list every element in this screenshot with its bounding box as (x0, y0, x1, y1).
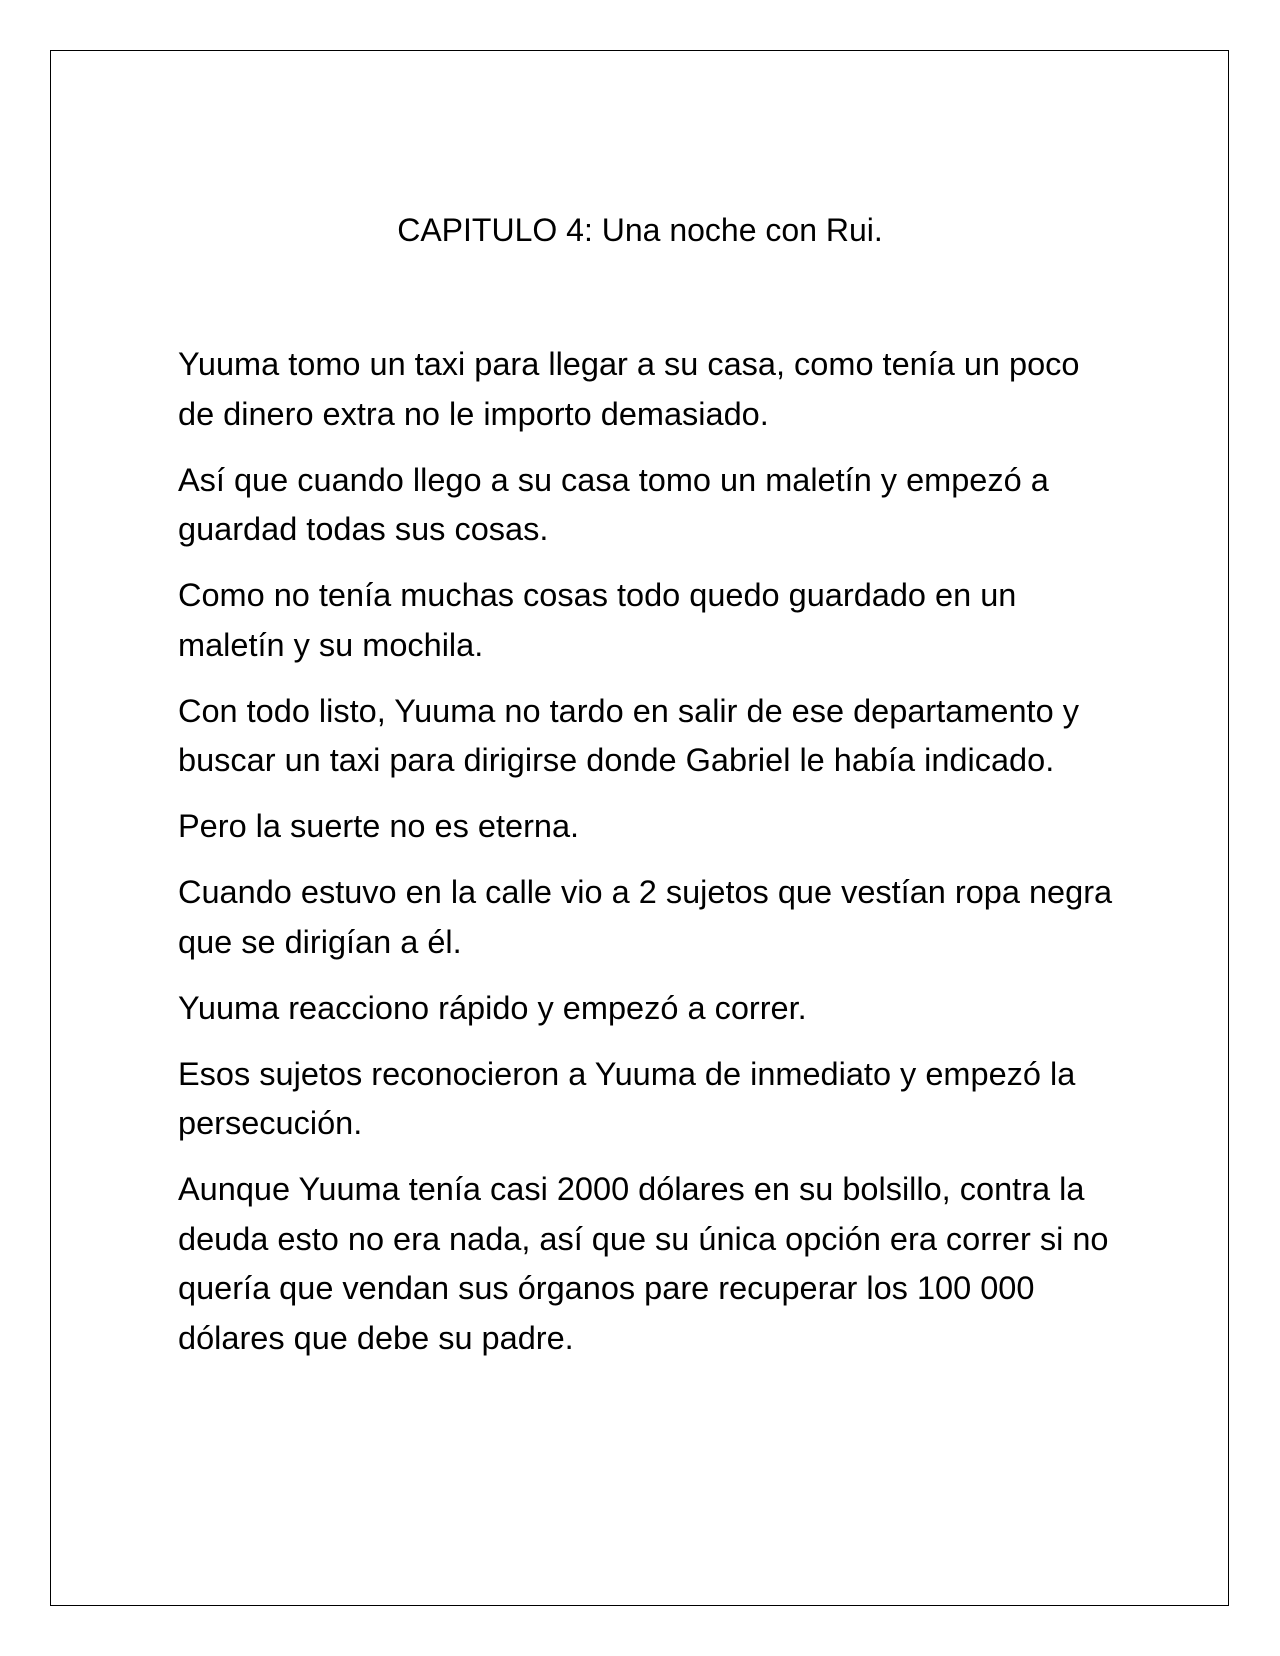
body-text (178, 340, 1118, 1380)
paragraph: Como no tenía muchas cosas todo quedo guardado en un maletín y su mochila. (178, 577, 1017, 663)
paragraph: Esos sujetos reconocieron a Yuuma de inmediato y empezó la persecución. (178, 1055, 1076, 1141)
paragraph: Yuuma tomo un taxi para llegar a su casa, como tenía un poco de dinero extra no le importo demasiado. (178, 346, 1080, 432)
chapter-title: CAPITULO 4: Una noche con Rui. (397, 212, 883, 248)
paragraph: Pero la suerte no es eterna. (178, 808, 580, 844)
paragraph: Cuando estuvo en la calle vio a 2 sujetos que vestían ropa negra que se dirigían a él. (178, 874, 1113, 960)
paragraph: Así que cuando llego a su casa tomo un maletín y empezó a guardad todas sus cosas. (178, 461, 1049, 547)
paragraph: Yuuma reacciono rápido y empezó a correr. (178, 989, 807, 1026)
paragraph: Aunque Yuuma tenía casi 2000 dólares en su bolsillo, contra la deuda esto no era nada, así que su única opción era correr si no quería que vendan sus órganos pare recuperar los 100 000 dólares que debe su padre. (178, 1171, 1109, 1356)
paragraph: Con todo listo, Yuuma no tardo en salir de ese departamento y buscar un taxi para dirigirse donde Gabriel le había indicado. (178, 692, 1079, 778)
